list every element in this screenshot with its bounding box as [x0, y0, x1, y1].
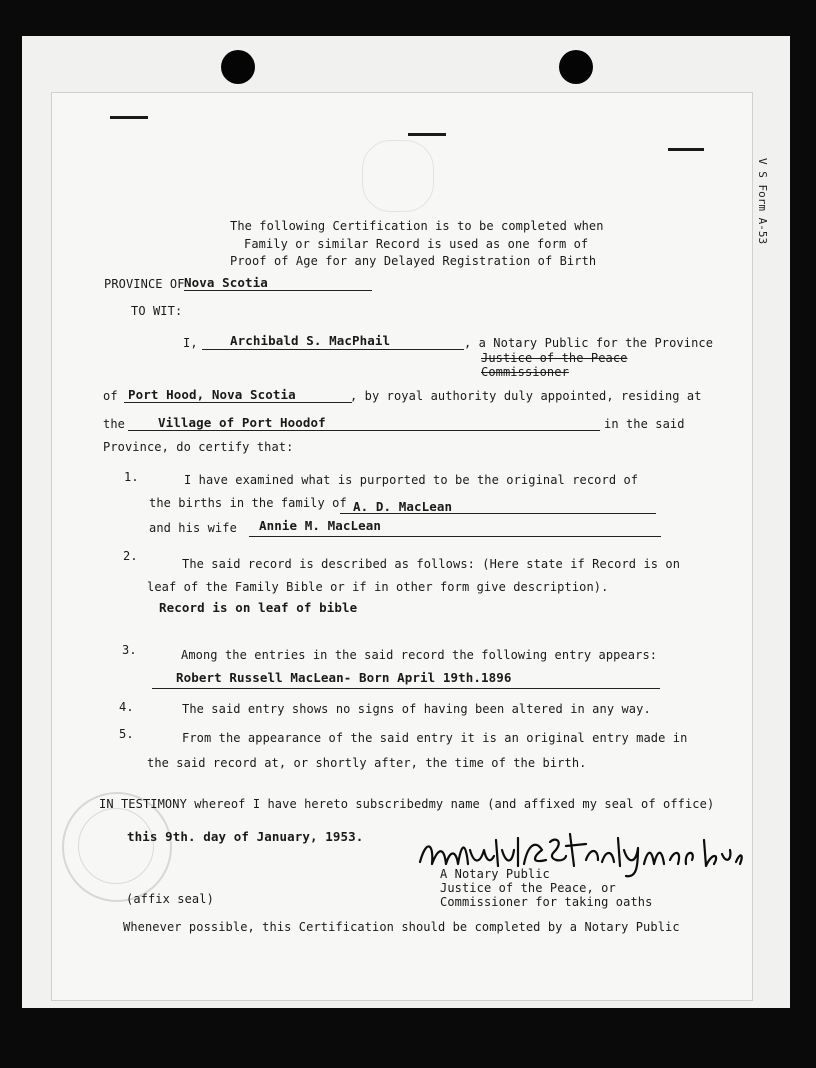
- residence-underline: [128, 430, 600, 431]
- item-2-line-1: The said record is described as follows: (Here state if Record is on: [182, 557, 681, 571]
- item-3-number: 3.: [122, 643, 137, 657]
- province-underline: [184, 290, 372, 291]
- dash-mark: [668, 148, 704, 151]
- footer-note: Whenever possible, this Certification should be completed by a Notary Public: [123, 920, 680, 934]
- item-4-number: 4.: [119, 700, 134, 714]
- father-underline: [340, 513, 656, 514]
- dash-mark: [110, 116, 148, 119]
- appointed-text: , by royal authority duly appointed, residing at: [350, 389, 702, 403]
- province-label: PROVINCE OF: [104, 277, 185, 291]
- header-line-2: Family or similar Record is used as one form of: [244, 237, 589, 251]
- header-line-3: Proof of Age for any Delayed Registration of Birth: [230, 254, 597, 268]
- father-name: A. D. MacLean: [353, 499, 453, 514]
- punch-hole-left: [221, 50, 255, 84]
- item-2-number: 2.: [123, 549, 138, 563]
- item-1-line-2: the births in the family of: [149, 496, 347, 510]
- notary-name-underline: [202, 349, 464, 350]
- affix-seal-label: (affix seal): [126, 892, 214, 906]
- testimony-text: IN TESTIMONY whereof I have hereto subscribedmy name (and affixed my seal of office): [99, 797, 715, 811]
- province-value: Nova Scotia: [184, 275, 268, 290]
- header-line-1: The following Certification is to be completed when: [230, 219, 604, 233]
- of-value: Port Hood, Nova Scotia: [128, 387, 296, 402]
- struck-justice: Justice of the Peace: [481, 351, 628, 365]
- the-label: the: [103, 417, 125, 431]
- form-code: V S Form A-53: [756, 158, 769, 245]
- notary-name: Archibald S. MacPhail: [230, 333, 391, 348]
- province-certify: Province, do certify that:: [103, 440, 294, 454]
- item-1-number: 1.: [124, 470, 139, 484]
- birth-entry: Robert Russell MacLean- Born April 19th.1896: [176, 670, 512, 685]
- item-5-line-2: the said record at, or shortly after, the time of the birth.: [147, 756, 587, 770]
- in-the-said: in the said: [604, 417, 685, 431]
- record-description: Record is on leaf of bible: [159, 600, 358, 615]
- item-5-number: 5.: [119, 727, 134, 741]
- struck-commissioner: Commissioner: [481, 365, 569, 379]
- item-3-line-1: Among the entries in the said record the following entry appears:: [181, 648, 658, 662]
- signatory-title-2: Justice of the Peace, or: [440, 881, 616, 895]
- item-2-line-2: leaf of the Family Bible or if in other form give description).: [147, 580, 609, 594]
- punch-hole-right: [559, 50, 593, 84]
- of-label: of: [103, 389, 118, 403]
- signatory-title-3: Commissioner for taking oaths: [440, 895, 653, 909]
- birth-entry-underline: [152, 688, 660, 689]
- faded-crest-watermark: [362, 140, 434, 212]
- to-wit: TO WIT:: [131, 304, 183, 318]
- date-line: this 9th. day of January, 1953.: [127, 829, 364, 844]
- mother-name: Annie M. MacLean: [259, 518, 382, 533]
- item-4-line-1: The said entry shows no signs of having been altered in any way.: [182, 702, 651, 716]
- notary-role: , a Notary Public for the Province: [464, 336, 714, 350]
- of-underline: [124, 402, 352, 403]
- item-1-line-3: and his wife: [149, 521, 237, 535]
- item-1-line-1: I have examined what is purported to be the original record of: [184, 473, 639, 487]
- signatory-title-1: A Notary Public: [440, 867, 550, 881]
- item-5-line-1: From the appearance of the said entry it is an original entry made in: [182, 731, 688, 745]
- i-label: I,: [183, 336, 198, 350]
- residence-value: Village of Port Hoodof: [158, 415, 326, 430]
- dash-mark: [408, 133, 446, 136]
- mother-underline: [249, 536, 661, 537]
